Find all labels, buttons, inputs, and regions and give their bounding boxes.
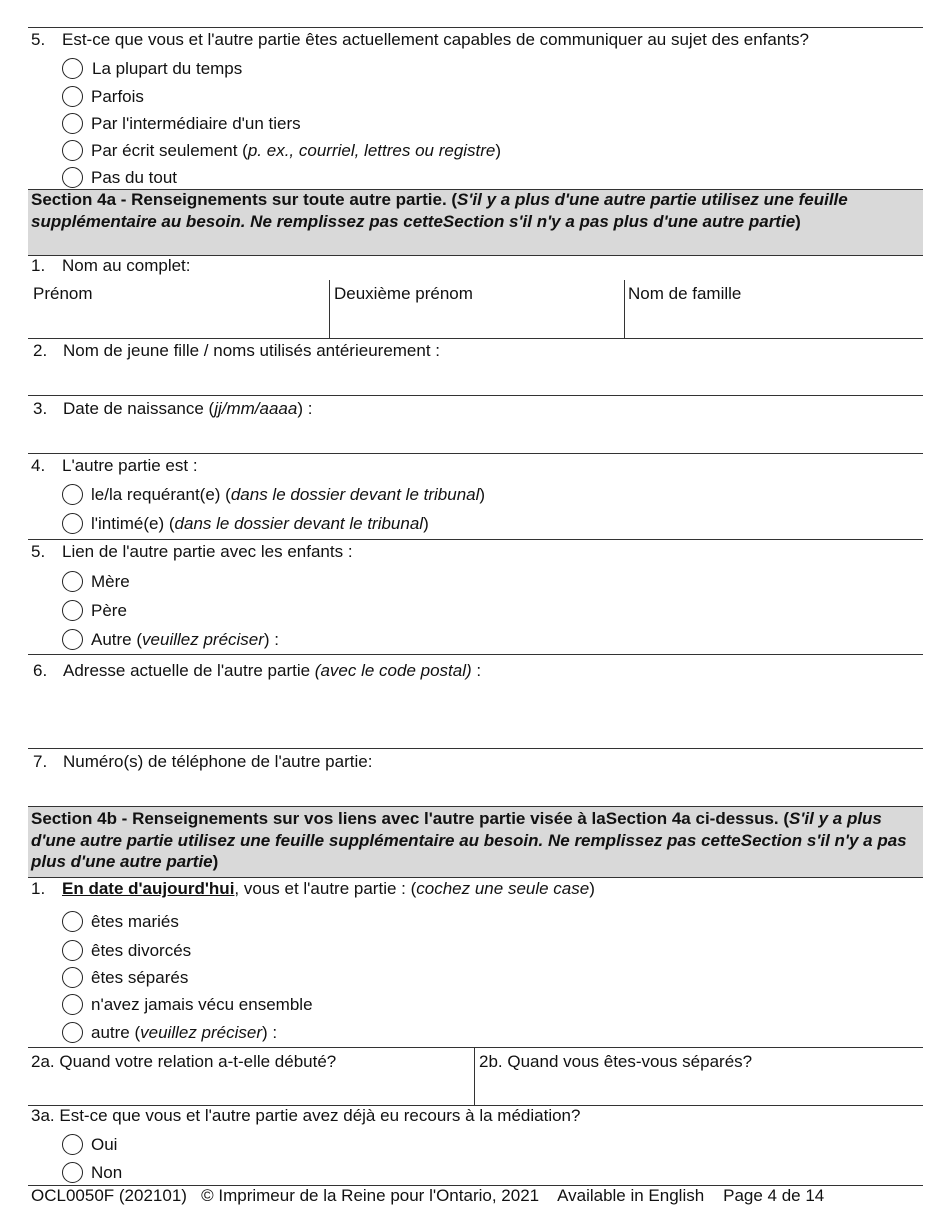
option-label: autre (veuillez préciser) : [91,1023,278,1042]
radio-third-party[interactable] [62,113,83,134]
form-id: OCL0050F (202101) [31,1186,187,1205]
option-label: le/la requérant(e) (dans le dossier devant le tribunal) [91,485,486,504]
4b-q1-number: 1. [31,879,46,898]
4b-q3a-label: 3a. Est-ce que vous et l'autre partie avez déjà eu recours à la médiation? [31,1106,581,1125]
option-label: Par l'intermédiaire d'un tiers [91,114,301,133]
rule [28,539,923,540]
4a-q5-label: Lien de l'autre partie avec les enfants : [62,542,353,561]
4a-q1-label: Nom au complet: [62,256,191,275]
option-label: êtes divorcés [91,941,192,960]
rule [28,395,923,396]
section-4b-header: Section 4b - Renseignements sur vos liens avec l'autre partie visée à laSection 4a ci-dessus. (S'il y a plus d'une autre partie utilisez une feuille supplémentaire au besoin. Ne remplissez pas cetteSection s'il n'y a pas plus d'une autre partie) [31,809,907,871]
4b-q1-label: En date d'aujourd'hui, vous et l'autre partie : (cochez une seule case) [62,879,595,898]
option-label: Parfois [91,87,144,106]
option-label: Mère [91,572,130,591]
q5-number: 5. [31,30,46,49]
option-label: êtes mariés [91,912,179,931]
radio-father[interactable] [62,600,83,621]
option-label: n'avez jamais vécu ensemble [91,995,313,1014]
radio-other-relation[interactable] [62,629,83,650]
4a-q2-number: 2. [33,341,48,360]
page-number: Page 4 de 14 [723,1186,825,1205]
radio-not-at-all[interactable] [62,167,83,188]
radio-respondent[interactable] [62,513,83,534]
copyright: © Imprimeur de la Reine pour l'Ontario, 2021 [201,1186,540,1205]
middle-name-field[interactable]: Deuxième prénom [334,284,473,303]
available-english: Available in English [557,1186,705,1205]
q5-label: Est-ce que vous et l'autre partie êtes actuellement capables de communiquer au sujet des enfants? [62,30,809,49]
option-label: La plupart du temps [92,59,243,78]
radio-never-lived-together[interactable] [62,994,83,1015]
rule [28,1047,923,1048]
radio-sometimes[interactable] [62,86,83,107]
top-rule [28,27,923,28]
radio-mother[interactable] [62,571,83,592]
radio-mediation-yes[interactable] [62,1134,83,1155]
4a-q4-label: L'autre partie est : [62,456,198,475]
divider [474,1047,475,1105]
radio-most-of-time[interactable] [62,58,83,79]
divider [329,280,330,338]
footer [31,1186,824,1206]
divider [624,280,625,338]
rule [28,748,923,749]
4a-q4-number: 4. [31,456,46,475]
option-label: l'intimé(e) (dans le dossier devant le tribunal) [91,514,429,533]
first-name-field[interactable]: Prénom [33,284,93,303]
rule [28,338,923,339]
birth-date-field[interactable]: Date de naissance (jj/mm/aaaa) : [63,399,313,418]
radio-separated[interactable] [62,967,83,988]
option-label: Non [91,1163,123,1182]
last-name-field[interactable]: Nom de famille [628,284,742,303]
relationship-start-field[interactable]: 2a. Quand votre relation a-t-elle débuté? [31,1052,337,1071]
4a-q6-number: 6. [33,661,48,680]
radio-divorced[interactable] [62,940,83,961]
rule [28,453,923,454]
option-label: Pas du tout [91,168,178,187]
option-label: êtes séparés [91,968,189,987]
phone-field[interactable]: Numéro(s) de téléphone de l'autre partie: [63,752,373,771]
4a-q1-number: 1. [31,256,46,275]
radio-written-only[interactable] [62,140,83,161]
separation-date-field[interactable]: 2b. Quand vous êtes-vous séparés? [479,1052,753,1071]
4a-q3-number: 3. [33,399,48,418]
maiden-name-field[interactable]: Nom de jeune fille / noms utilisés antérieurement : [63,341,441,360]
rule [28,654,923,655]
option-label: Oui [91,1135,118,1154]
4a-q5-number: 5. [31,542,46,561]
radio-other-status[interactable] [62,1022,83,1043]
radio-mediation-no[interactable] [62,1162,83,1183]
4a-q7-number: 7. [33,752,48,771]
option-label: Autre (veuillez préciser) : [91,630,280,649]
radio-applicant[interactable] [62,484,83,505]
option-label: Par écrit seulement (p. ex., courriel, lettres ou registre) [91,141,502,160]
option-label: Père [91,601,127,620]
section-4a-header: Section 4a - Renseignements sur toute autre partie. (S'il y a plus d'une autre partie utilisez une feuille supplémentaire au besoin. Ne remplissez pas cetteSection s'il n'y a pas plus d'une autre partie) [31,190,848,231]
radio-married[interactable] [62,911,83,932]
address-field[interactable]: Adresse actuelle de l'autre partie (avec le code postal) : [63,661,482,680]
